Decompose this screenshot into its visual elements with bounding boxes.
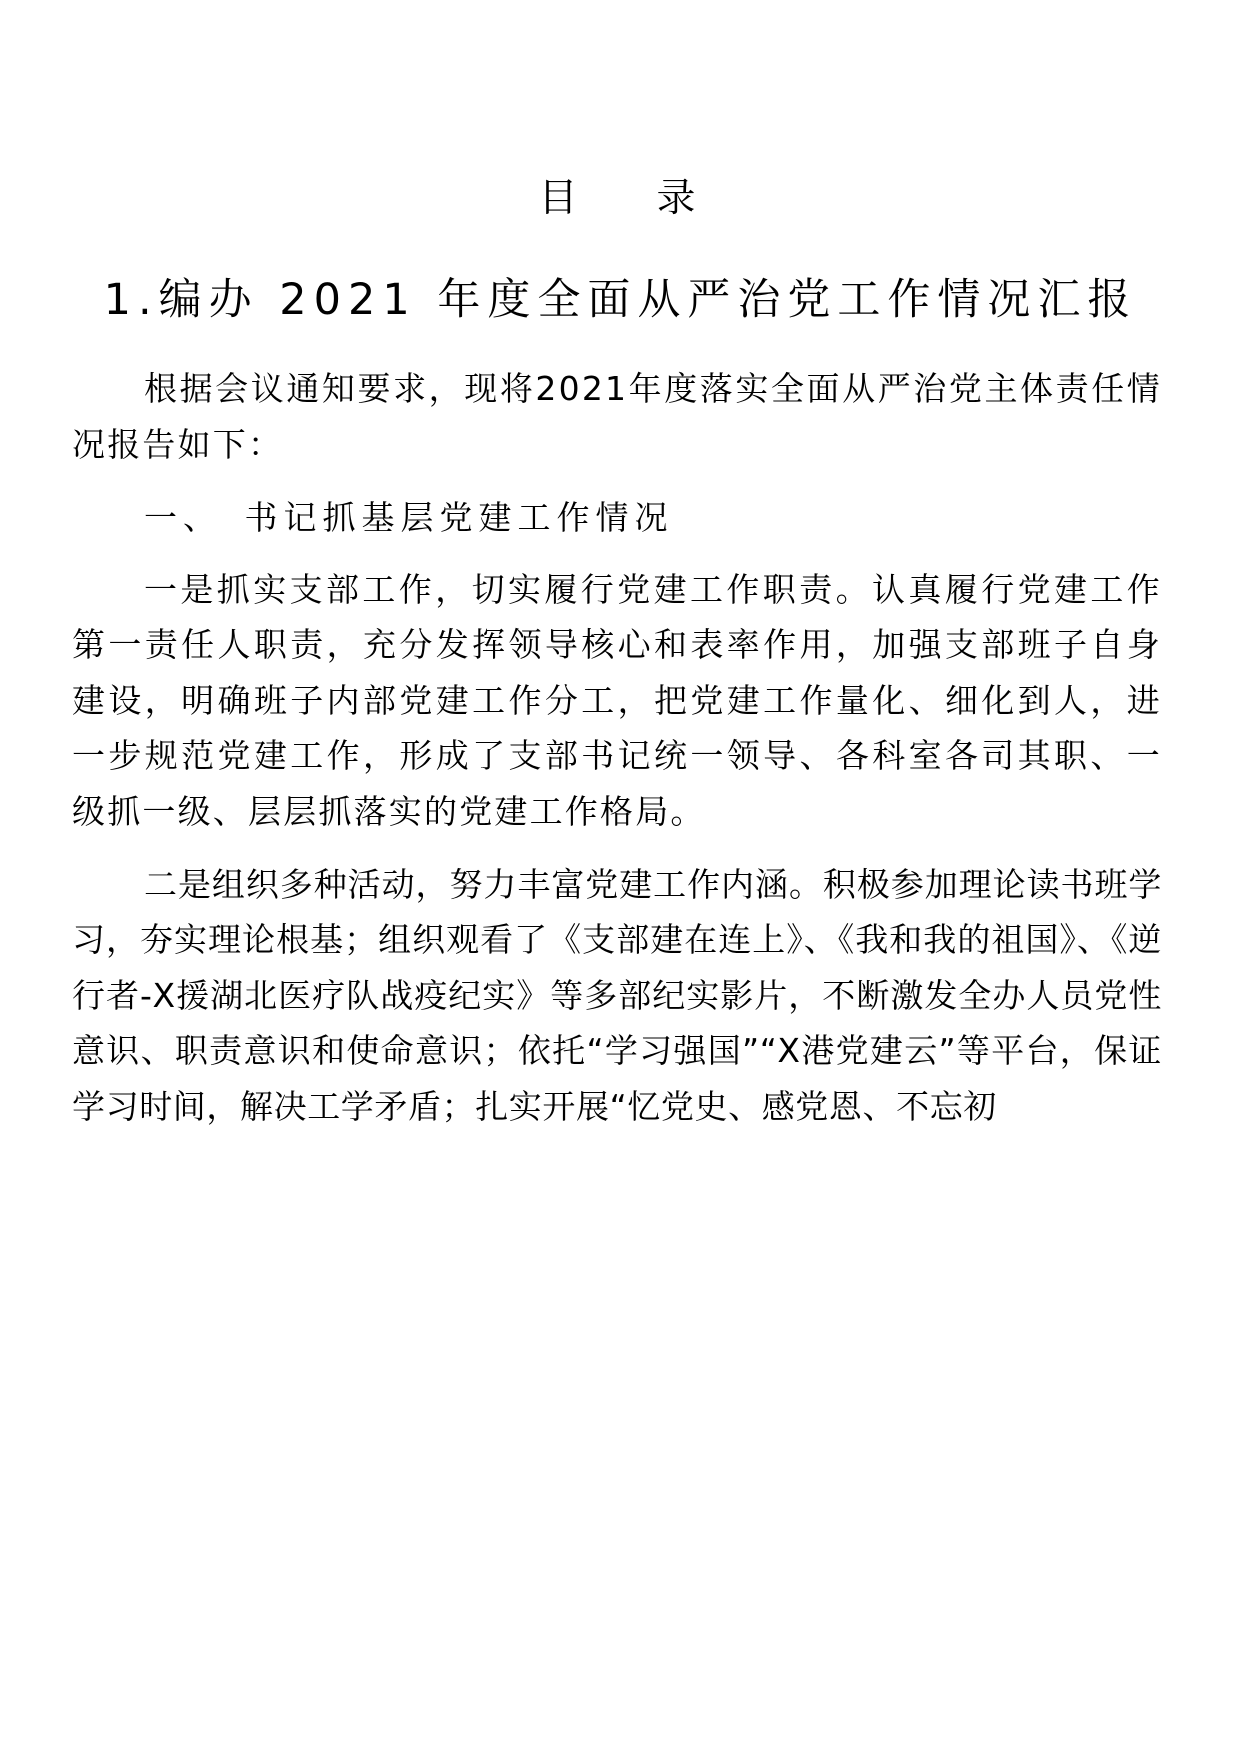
paragraph-point-two: 二是组织多种活动，努力丰富党建工作内涵。积极参加理论读书班学习，夯实理论根基；组织观看了《支部建在连上》、《我和我的祖国》、《逆行者-X援湖北医疗队战疫纪实》等多部纪实影片，不断激发全办人员党性意识、职责意识和使命意识；依托“学习强国”“X港党建云”等平台，保证学习时间，解决工学矛盾；扎实开展“忆党史、感党恩、不忘初	[72, 864, 1162, 1126]
document-body	[72, 333, 1162, 1134]
report-heading: 1.编办 2021 年度全面从严治党工作情况汇报	[103, 274, 1138, 325]
page-title: 目 录	[538, 176, 716, 221]
section-heading-one: 一、 书记抓基层党建工作情况	[144, 498, 674, 538]
paragraph-point-one: 一是抓实支部工作，切实履行党建工作职责。认真履行党建工作第一责任人职责，充分发挥领导核心和表率作用，加强支部班子自身建设，明确班子内部党建工作分工，把党建工作量化、细化到人，进一步规范党建工作，形成了支部书记统一领导、各科室各司其职、一级抓一级、层层抓落实的党建工作格局。	[72, 569, 1162, 831]
paragraph-intro: 根据会议通知要求，现将2021年度落实全面从严治党主体责任情况报告如下：	[72, 369, 1162, 464]
